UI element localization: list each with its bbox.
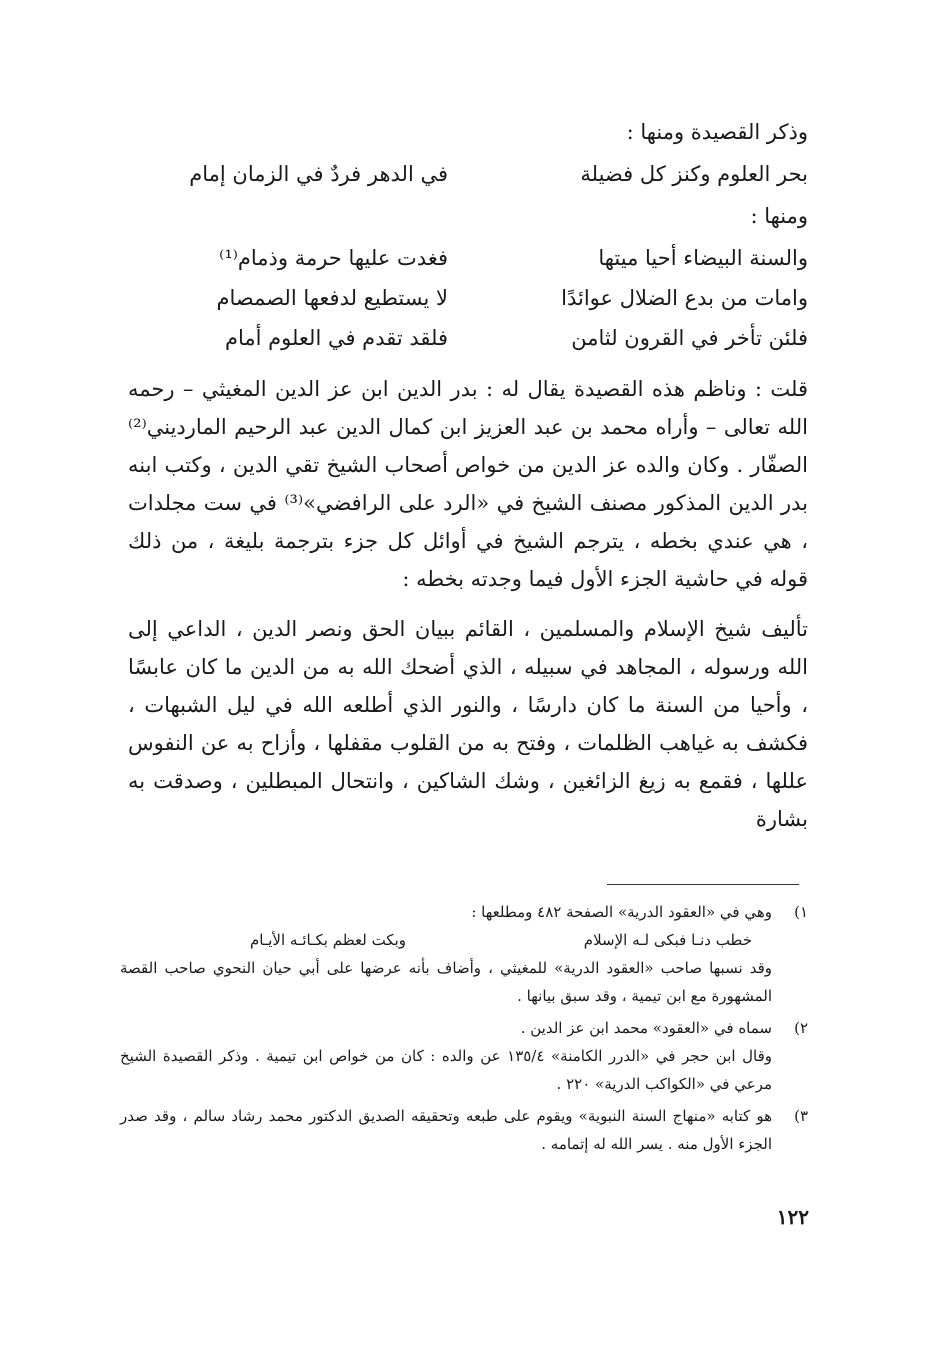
paragraph-commentary: قلت : وناظم هذه القصيدة يقال له : بدر الدين ابن عز الدين المغيثي – رحمه الله تعالى – وأراه محمد بن عبد العزيز ابن كمال الدين عبد الرحيم المارديني⁽²⁾ الصفّار . وكان والده عز الدين من خواص أصحاب الشيخ تقي الدين ، وكتب ابنه بدر الدين المذكور مصنف الشيخ في «الرد على الرافضي»⁽³⁾ في ست مجلدات ، هي عندي بخطه ، يترجم الشيخ في أوائل كل جزء بترجمة بليغة ، من ذلك قوله في حاشية الجزء الأول فيما وجدته بخطه : xyxy=(128,377,808,591)
verse-second-hemistich: فلقد تقدم في العلوم أمام xyxy=(224,326,448,350)
page-number: ١٢٢ xyxy=(776,1205,809,1229)
footnote-text: وهي في «العقود الدرية» الصفحة ٤٨٢ ومطلعها : xyxy=(471,903,772,921)
footnote-1 xyxy=(120,898,808,1010)
main-text xyxy=(128,110,808,838)
verse-first-hemistich: وامات من بدع الضلال عوائدًا xyxy=(561,286,808,310)
footnote-2 xyxy=(120,1014,808,1098)
verse xyxy=(128,318,808,358)
verse xyxy=(128,154,808,194)
footnote-verse xyxy=(120,926,772,954)
verse-second-hemistich: في الدهر فردٌ في الزمان إمام xyxy=(189,162,448,186)
verse-second-hemistich: لا يستطيع لدفعها الصمصام xyxy=(216,286,448,310)
footnote-text: وقال ابن حجر في «الدرر الكامنة» ١٣٥/٤ عن والده : كان من خواص ابن تيمية . وذكر القصيدة الشيخ مرعي في «الكواكب الدرية» ٢٢٠ . xyxy=(120,1047,772,1093)
verse xyxy=(128,238,808,278)
footnote-text: هو كتابه «منهاج السنة النبوية» ويقوم على طبعه وتحقيقه الصديق الدكتور محمد رشاد سالم ، وقد صدر الجزء الأول منه . يسر الله له إتمامه . xyxy=(120,1107,772,1153)
paragraph-quotation: تأليف شيخ الإسلام والمسلمين ، القائم ببيان الحق ونصر الدين ، الداعي إلى الله ورسوله ، المجاهد في سبيله ، الذي أضحك الله به من الدين ما كان عابسًا ، وأحيا من السنة ما كان دارسًا ، والنور الذي أطلعه الله في ليل الشبهات ، فكشف به غياهب الظلمات ، وفتح به من القلوب مقفلها ، وأزاح به عن النفوس عللها ، فقمع به زيغ الزائغين ، وشك الشاكين ، وانتحال المبطلين ، وصدقت به بشارة xyxy=(128,617,808,831)
footnote-number: ١) xyxy=(794,903,808,921)
verse-second-hemistich: وبكت لعظم بكـائـه الأيـام xyxy=(250,931,407,949)
intro-line: وذكر القصيدة ومنها : xyxy=(626,120,808,144)
verse-first-hemistich: فلئن تأخر في القرون لثامن xyxy=(571,326,808,350)
footnote-3 xyxy=(120,1102,808,1158)
footnote-divider xyxy=(607,884,799,885)
footnote-number: ٢) xyxy=(794,1019,808,1037)
verse-first-hemistich: خطب دنـا فبكى لـه الإسلام xyxy=(583,931,752,949)
minha-line: ومنها : xyxy=(750,204,808,228)
footnote-text: سماه في «العقود» محمد ابن عز الدين . xyxy=(520,1019,772,1037)
footnotes xyxy=(120,898,808,1162)
verse-first-hemistich: بحر العلوم وكنز كل فضيلة xyxy=(580,162,808,186)
verse xyxy=(128,278,808,318)
footnote-number: ٣) xyxy=(794,1107,808,1125)
verse-first-hemistich: والسنة البيضاء أحيا ميتها xyxy=(598,246,808,270)
verse-second-hemistich: فغدت عليها حرمة وذمام⁽¹⁾ xyxy=(219,246,448,270)
footnote-text: وقد نسبها صاحب «العقود الدرية» للمغيثي ، وأضاف بأنه عرضها على أبي حيان النحوي صاحب القصة المشهورة مع ابن تيمية ، وقد سبق بيانها . xyxy=(120,959,772,1005)
